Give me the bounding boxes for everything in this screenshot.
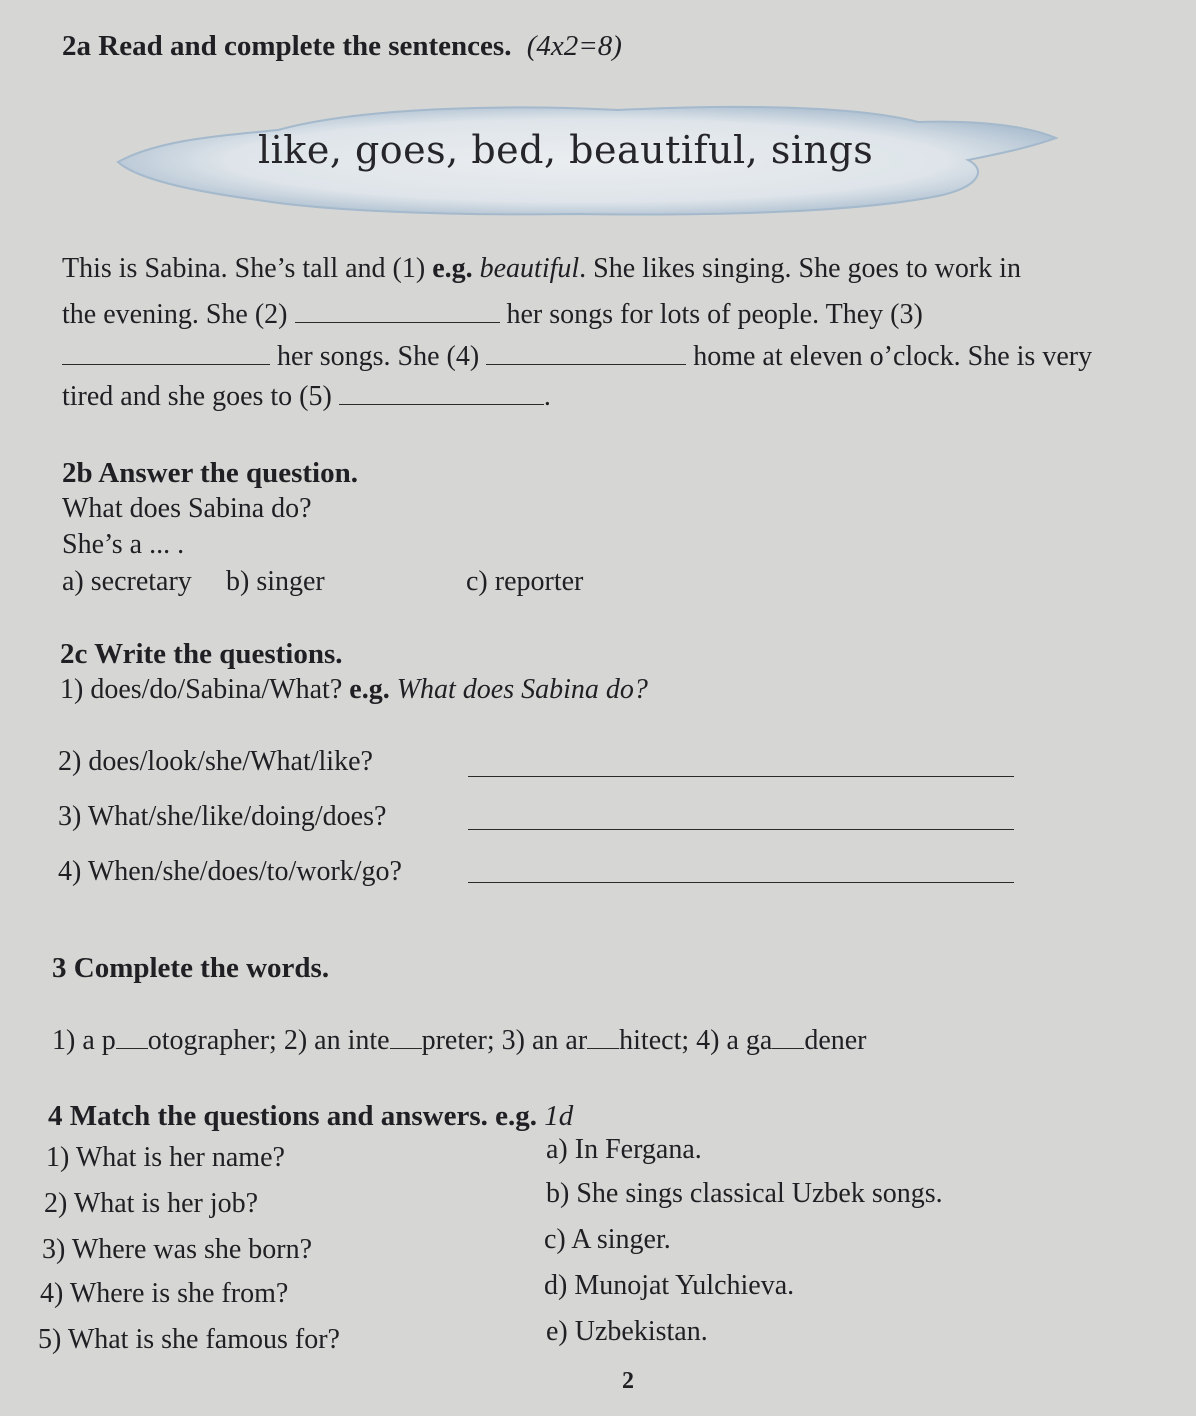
answer-line-3[interactable] xyxy=(468,829,1014,830)
answer-line-2[interactable] xyxy=(468,776,1014,777)
answer-blank-4[interactable] xyxy=(486,338,686,365)
sentence-text: her songs. She (4) xyxy=(270,341,487,372)
exercise-2c-item-3: 3) What/she/like/doing/does? xyxy=(58,801,387,832)
example-label: e.g. xyxy=(495,1100,537,1132)
match-question-3[interactable]: 3) Where was she born? xyxy=(42,1234,313,1265)
match-answer-e[interactable]: e) Uzbekistan. xyxy=(546,1316,708,1347)
answer-blank-5[interactable] xyxy=(339,378,544,405)
match-question-5[interactable]: 5) What is she famous for? xyxy=(38,1324,340,1355)
letter-blank-2[interactable] xyxy=(390,1022,422,1049)
word-box: like, goes, bed, beautiful, sings xyxy=(258,128,874,172)
option-a[interactable]: a) secretary xyxy=(62,566,192,597)
exercise-2b-prompt: She’s a ... . xyxy=(62,529,185,560)
exercise-2b-heading xyxy=(62,457,358,490)
example-label: e.g. xyxy=(349,674,390,705)
exercise-2a-heading xyxy=(62,30,622,63)
exercise-3-heading xyxy=(52,952,329,985)
exercise-2a-line-4 xyxy=(62,378,551,413)
sentence-text: her songs for lots of people. They (3) xyxy=(499,299,923,330)
word-fragment: preter; 3) an ar xyxy=(421,1025,588,1056)
example-label: e.g. xyxy=(432,253,473,284)
letter-blank-1[interactable] xyxy=(116,1022,148,1049)
exercise-4-title: 4 Match the questions and answers. xyxy=(48,1100,488,1132)
match-answer-d[interactable]: d) Munojat Yulchieva. xyxy=(544,1270,795,1301)
match-answer-c[interactable]: c) A singer. xyxy=(544,1224,671,1255)
page-number: 2 xyxy=(622,1368,634,1394)
question-words: 1) does/do/Sabina/What? xyxy=(60,674,343,705)
exercise-2c-item-1 xyxy=(60,674,648,706)
exercise-3-words xyxy=(52,1022,867,1057)
sentence-text: the evening. She (2) xyxy=(62,299,295,330)
exercise-2a-score: (4x2=8) xyxy=(526,30,622,62)
word-fragment: otographer; 2) an inte xyxy=(147,1025,390,1056)
letter-blank-4[interactable] xyxy=(772,1022,804,1049)
option-b[interactable]: b) singer xyxy=(226,566,325,597)
word-fragment: dener xyxy=(804,1025,867,1056)
exercise-2a-line-1 xyxy=(62,253,1021,285)
exercise-4-heading xyxy=(48,1100,573,1133)
example-answer: What does Sabina do? xyxy=(396,674,648,705)
sentence-text: . She likes singing. She goes to work in xyxy=(579,253,1021,284)
exercise-2a-title: 2a Read and complete the sentences. xyxy=(62,30,512,62)
match-answer-b[interactable]: b) She sings classical Uzbek songs. xyxy=(546,1178,943,1209)
sentence-text: home at eleven o’clock. She is very xyxy=(686,341,1093,372)
example-answer: 1d xyxy=(544,1100,574,1132)
answer-line-4[interactable] xyxy=(468,882,1014,883)
match-answer-a[interactable]: a) In Fergana. xyxy=(546,1134,702,1165)
sentence-text: tired and she goes to (5) xyxy=(62,381,339,412)
example-answer: beautiful xyxy=(479,253,580,284)
answer-blank-2[interactable] xyxy=(295,296,500,323)
letter-blank-3[interactable] xyxy=(587,1022,619,1049)
exercise-2a-line-3 xyxy=(62,338,1092,373)
match-question-1[interactable]: 1) What is her name? xyxy=(46,1142,285,1173)
exercise-2c-item-2: 2) does/look/she/What/like? xyxy=(58,746,373,777)
exercise-2a-line-2 xyxy=(62,296,923,331)
sentence-text: . xyxy=(543,381,551,412)
exercise-2b-question: What does Sabina do? xyxy=(62,493,312,524)
sentence-text: This is Sabina. She’s tall and (1) xyxy=(62,253,433,284)
match-question-4[interactable]: 4) Where is she from? xyxy=(40,1278,289,1309)
option-c[interactable]: c) reporter xyxy=(466,566,584,597)
exercise-2c-title: 2c Write the questions. xyxy=(60,638,343,670)
exercise-2b-title: 2b Answer the question. xyxy=(62,457,358,489)
match-question-2[interactable]: 2) What is her job? xyxy=(44,1188,259,1219)
answer-blank-3[interactable] xyxy=(62,338,270,365)
exercise-2c-item-4: 4) When/she/does/to/work/go? xyxy=(58,856,402,887)
exercise-2c-heading xyxy=(60,638,342,671)
exercise-3-title: 3 Complete the words. xyxy=(52,952,330,984)
word-fragment: 1) a p xyxy=(52,1025,116,1056)
word-fragment: hitect; 4) a ga xyxy=(619,1025,773,1056)
